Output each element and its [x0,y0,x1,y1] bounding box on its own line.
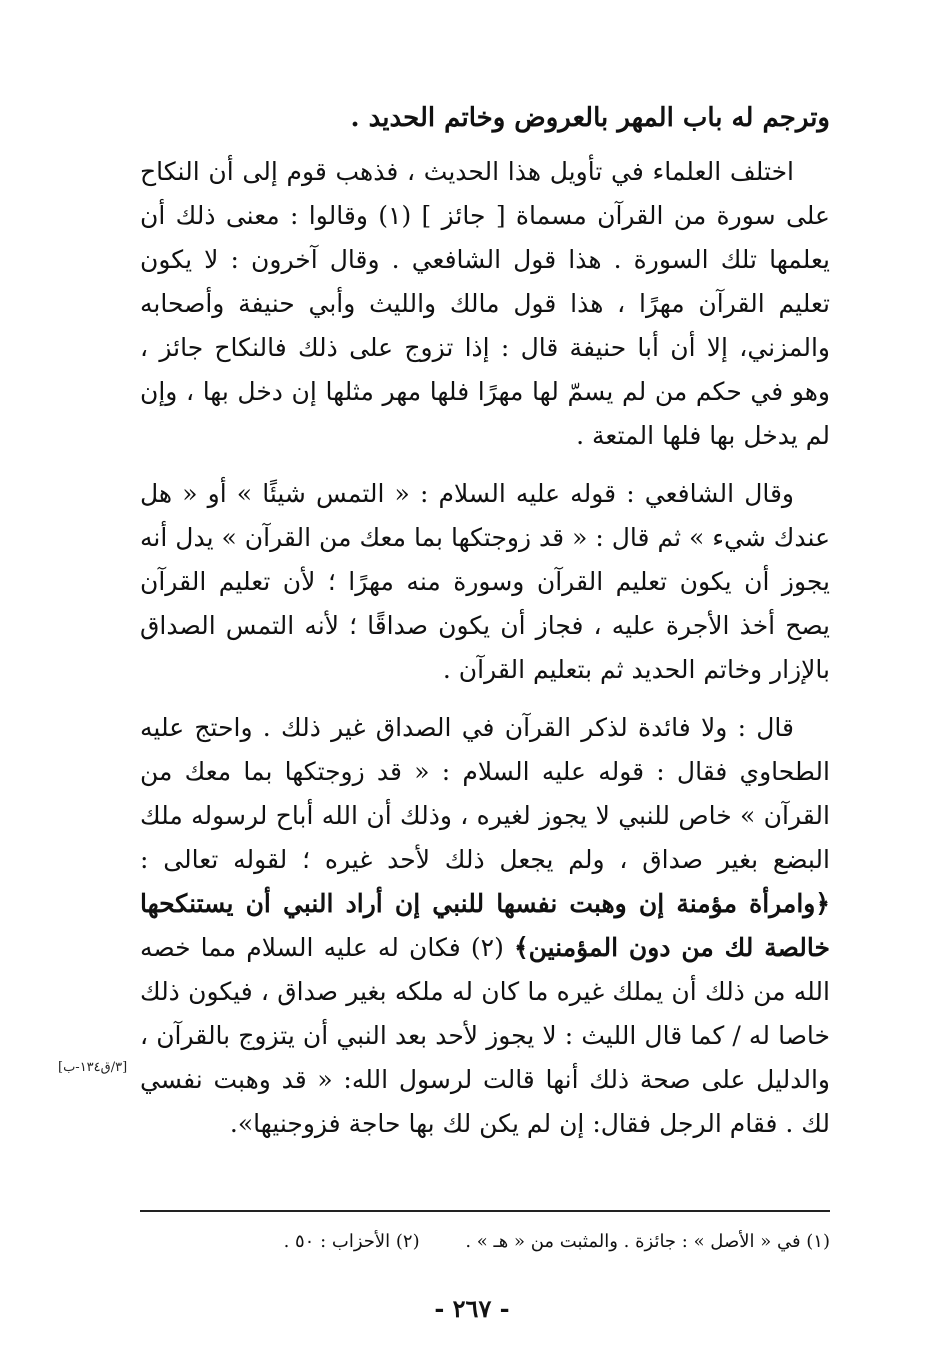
footnotes [160,1228,830,1256]
page-number: - ٢٦٧ - [434,1294,510,1323]
paragraph-1: اختلف العلماء في تأويل هذا الحديث ، فذهب قوم إلى أن النكاح على سورة من القرآن مسماة [ جائز ] (١) وقالوا : معنى ذلك أن يعلمها تلك السورة . هذا قول الشافعي . وقال آخرون : لا يكون تعليم القرآن مهرًا ، هذا قول مالك والليث وأبي حنيفة وأصحابه والمزني، إلا أن أبا حنيفة قال : إذا تزوج على ذلك فالنكاح جائز ، وهو في حكم من لم يسمّ لها مهرًا فلها مهر مثلها إن دخل بها ، وإن لم يدخل بها فلها المتعة . [140,157,830,450]
paragraph-3 [140,706,830,1146]
chapter-heading: وترجم له باب المهر بالعروض وخاتم الحديد . [350,103,830,133]
manuscript-folio-note: [٣/ق١٣٤-ب] [58,1060,128,1075]
footnote-1: (١) في « الأصل » : جائزة . والمثبت من « هـ » . [465,1231,830,1252]
main-text [140,96,830,1160]
footnote-divider [140,1210,830,1212]
paragraph-2: وقال الشافعي : قوله عليه السلام : « التمس شيئًا » أو « هل عندك شيء » ثم قال : « قد زوجتكها بما معك من القرآن » يدل أنه يجوز أن يكون تعليم القرآن وسورة منه مهرًا ؛ لأن تعليم القرآن يصح أخذ الأجرة عليه ، فجاز أن يكون صداقًا ؛ لأنه التمس الصداق بالإزار وخاتم الحديد ثم بتعليم القرآن . [140,479,830,684]
quran-verse: ﴿وامرأة مؤمنة إن وهبت نفسها للنبي إن أراد النبي أن يستنكحها خالصة لك من دون المؤمنين﴾ [140,889,830,962]
footnote-2: (٢) الأحزاب : ٥٠ . [283,1231,420,1252]
paragraph-3-part-2: (٢) فكان له عليه السلام مما خصه الله من ذلك أن يملك غيره ما كان له ملكه بغير صداق ، فيكون ذلك خاصا له / كما قال الليث : لا يجوز لأحد بعد النبي أن يتزوج بالقرآن ، والدليل على صحة ذلك أنها قالت لرسول الله: « قد وهبت نفسي لك . فقام الرجل فقال: إن لم يكن لك بها حاجة فزوجنيها». [140,933,830,1138]
paragraph-3-part-1: قال : ولا فائدة لذكر القرآن في الصداق غير ذلك . واحتج عليه الطحاوي فقال : قوله عليه السلام : « قد زوجتكها بما معك من القرآن » خاص للنبي لا يجوز لغيره ، وذلك أن الله أباح لرسوله ملك البضع بغير صداق ، ولم يجعل ذلك لأحد غيره ؛ لقوله تعالى : [140,713,830,874]
